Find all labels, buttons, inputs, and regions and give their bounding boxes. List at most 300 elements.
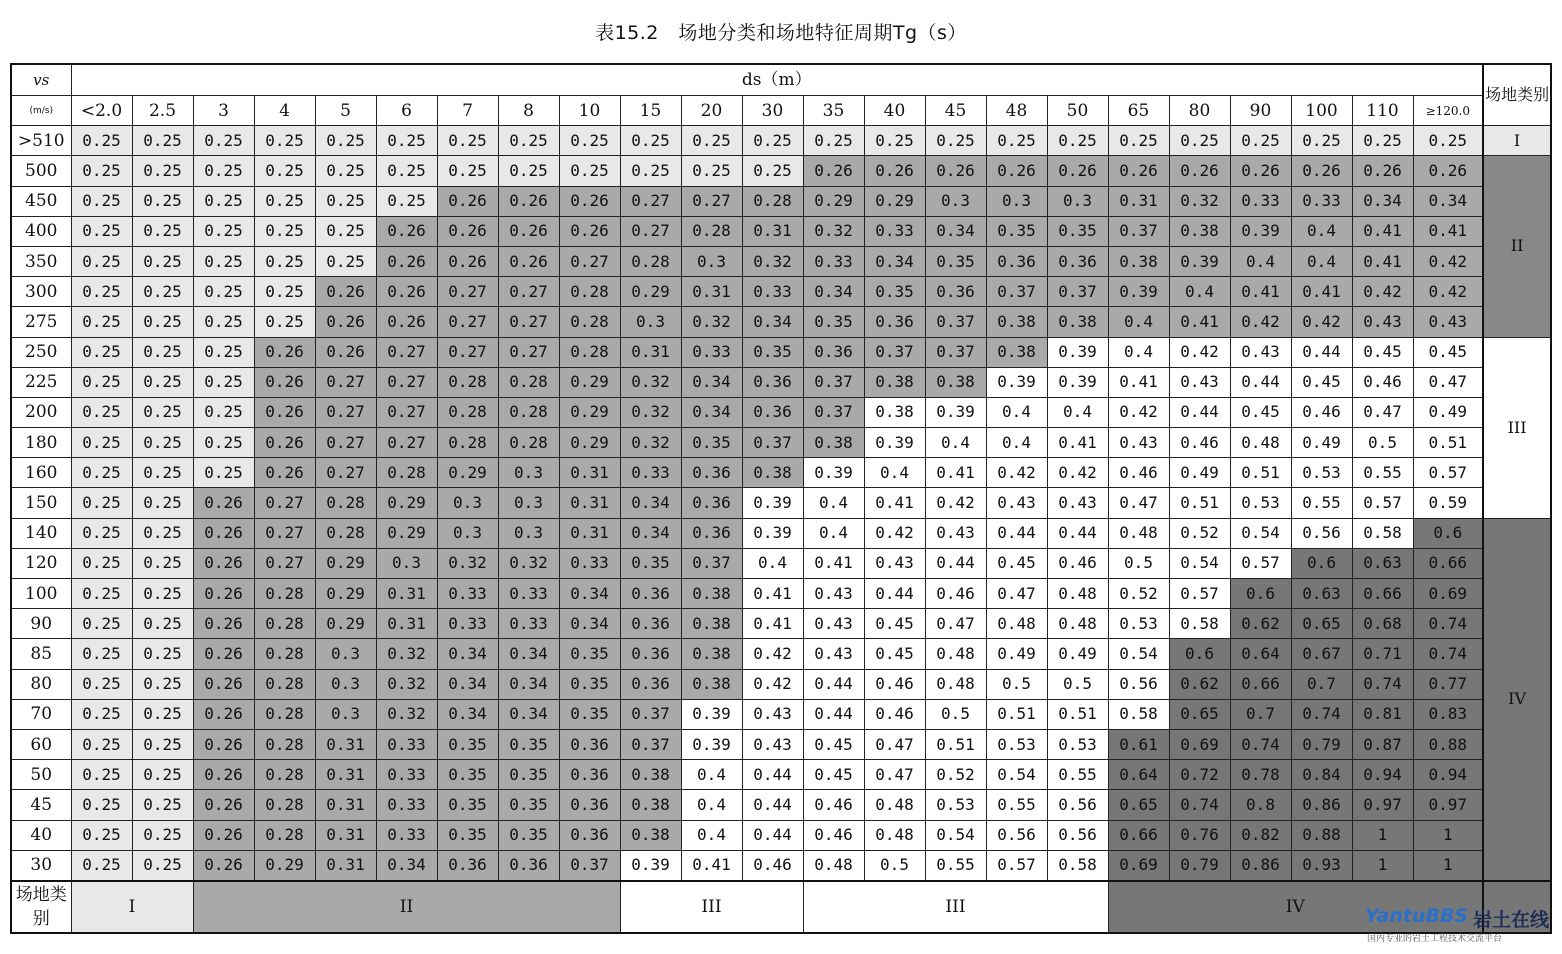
period-cell: 0.34 bbox=[681, 367, 742, 397]
period-cell: 0.32 bbox=[803, 216, 864, 246]
period-cell: 0.38 bbox=[620, 790, 681, 820]
period-cell: 0.25 bbox=[71, 397, 132, 427]
period-cell: 0.3 bbox=[620, 307, 681, 337]
period-cell: 0.47 bbox=[1413, 367, 1483, 397]
period-cell: 0.26 bbox=[498, 186, 559, 216]
period-cell: 0.35 bbox=[559, 639, 620, 669]
period-cell: 0.25 bbox=[742, 156, 803, 186]
period-cell: 0.31 bbox=[559, 488, 620, 518]
period-cell: 0.46 bbox=[864, 699, 925, 729]
period-cell: 0.28 bbox=[498, 397, 559, 427]
period-cell: 0.46 bbox=[1352, 367, 1413, 397]
period-cell: 0.55 bbox=[1352, 458, 1413, 488]
period-cell: 0.26 bbox=[254, 367, 315, 397]
period-cell: 0.94 bbox=[1352, 760, 1413, 790]
period-cell: 0.42 bbox=[925, 488, 986, 518]
period-cell: 0.31 bbox=[742, 216, 803, 246]
period-cell: 0.34 bbox=[437, 699, 498, 729]
period-cell: 0.56 bbox=[1291, 518, 1352, 548]
table-row bbox=[11, 428, 1551, 458]
period-cell: 0.37 bbox=[742, 428, 803, 458]
period-cell: 0.56 bbox=[1047, 820, 1108, 850]
period-cell: 0.25 bbox=[437, 156, 498, 186]
period-cell: 0.33 bbox=[376, 760, 437, 790]
depth-header-cell: 48 bbox=[986, 96, 1047, 126]
period-cell: 0.62 bbox=[1230, 609, 1291, 639]
period-cell: 0.34 bbox=[681, 397, 742, 427]
table-row bbox=[11, 337, 1551, 367]
period-cell: 0.25 bbox=[71, 790, 132, 820]
period-cell: 0.82 bbox=[1230, 820, 1291, 850]
period-cell: 0.25 bbox=[254, 277, 315, 307]
period-cell: 0.28 bbox=[254, 820, 315, 850]
footer-category-segment: IV bbox=[1108, 881, 1483, 933]
period-cell: 0.26 bbox=[1413, 156, 1483, 186]
period-cell: 0.25 bbox=[71, 216, 132, 246]
depth-header-cell: 20 bbox=[681, 96, 742, 126]
period-cell: 0.27 bbox=[376, 337, 437, 367]
period-cell: 0.31 bbox=[559, 518, 620, 548]
vs-value: 250 bbox=[11, 337, 71, 367]
period-cell: 1 bbox=[1352, 820, 1413, 850]
period-cell: 0.46 bbox=[864, 669, 925, 699]
vs-value: 85 bbox=[11, 639, 71, 669]
period-cell: 0.31 bbox=[376, 579, 437, 609]
period-cell: 0.27 bbox=[376, 428, 437, 458]
depth-header-cell: 2.5 bbox=[132, 96, 193, 126]
period-cell: 0.53 bbox=[1230, 488, 1291, 518]
period-cell: 0.25 bbox=[620, 126, 681, 156]
period-cell: 0.38 bbox=[681, 609, 742, 639]
period-cell: 0.41 bbox=[1047, 428, 1108, 458]
site-category-cell: IV bbox=[1483, 518, 1551, 881]
period-cell: 0.4 bbox=[1108, 337, 1169, 367]
period-cell: 0.25 bbox=[986, 126, 1047, 156]
period-cell: 0.32 bbox=[376, 639, 437, 669]
period-cell: 0.28 bbox=[559, 277, 620, 307]
period-cell: 0.93 bbox=[1291, 850, 1352, 881]
period-cell: 0.28 bbox=[254, 729, 315, 759]
period-cell: 0.33 bbox=[437, 579, 498, 609]
period-cell: 0.25 bbox=[71, 820, 132, 850]
period-cell: 0.28 bbox=[742, 186, 803, 216]
period-cell: 0.53 bbox=[1291, 458, 1352, 488]
period-cell: 0.32 bbox=[1169, 186, 1230, 216]
period-cell: 0.46 bbox=[1047, 548, 1108, 578]
period-cell: 0.44 bbox=[742, 820, 803, 850]
period-cell: 0.37 bbox=[803, 397, 864, 427]
footer-category-segment: III bbox=[620, 881, 803, 933]
period-cell: 0.83 bbox=[1413, 699, 1483, 729]
period-cell: 0.26 bbox=[193, 639, 254, 669]
period-cell: 0.54 bbox=[925, 820, 986, 850]
period-cell: 0.47 bbox=[986, 579, 1047, 609]
period-cell: 0.42 bbox=[1047, 458, 1108, 488]
period-cell: 0.74 bbox=[1169, 790, 1230, 820]
period-cell: 0.26 bbox=[376, 277, 437, 307]
period-cell: 0.33 bbox=[559, 548, 620, 578]
period-cell: 0.54 bbox=[1230, 518, 1291, 548]
period-cell: 0.25 bbox=[71, 156, 132, 186]
table-row bbox=[11, 850, 1551, 881]
depth-header-cell: 8 bbox=[498, 96, 559, 126]
depth-header-cell: 3 bbox=[193, 96, 254, 126]
period-cell: 0.31 bbox=[315, 850, 376, 881]
depth-header-cell: 40 bbox=[864, 96, 925, 126]
period-cell: 0.25 bbox=[193, 186, 254, 216]
period-cell: 0.4 bbox=[1047, 397, 1108, 427]
period-cell: 0.33 bbox=[742, 277, 803, 307]
period-cell: 0.25 bbox=[193, 156, 254, 186]
vs-value: 70 bbox=[11, 699, 71, 729]
period-cell: 0.46 bbox=[1108, 458, 1169, 488]
period-cell: 0.28 bbox=[376, 458, 437, 488]
period-cell: 0.25 bbox=[132, 579, 193, 609]
period-cell: 0.25 bbox=[1169, 126, 1230, 156]
period-cell: 0.36 bbox=[742, 367, 803, 397]
table-row bbox=[11, 458, 1551, 488]
vs-value: 350 bbox=[11, 246, 71, 276]
period-cell: 0.26 bbox=[254, 337, 315, 367]
period-cell: 0.25 bbox=[742, 126, 803, 156]
period-cell: 0.56 bbox=[986, 820, 1047, 850]
period-cell: 0.38 bbox=[986, 337, 1047, 367]
period-cell: 0.35 bbox=[803, 307, 864, 337]
period-cell: 0.33 bbox=[803, 246, 864, 276]
period-cell: 0.94 bbox=[1413, 760, 1483, 790]
period-cell: 0.25 bbox=[193, 367, 254, 397]
depth-header-cell: 5 bbox=[315, 96, 376, 126]
period-cell: 0.34 bbox=[1413, 186, 1483, 216]
period-cell: 0.41 bbox=[1108, 367, 1169, 397]
period-cell: 0.25 bbox=[681, 156, 742, 186]
period-cell: 0.34 bbox=[803, 277, 864, 307]
period-cell: 0.47 bbox=[864, 760, 925, 790]
period-cell: 0.4 bbox=[1108, 307, 1169, 337]
period-cell: 0.27 bbox=[315, 367, 376, 397]
footer-category-segment: III bbox=[803, 881, 1108, 933]
period-cell: 0.33 bbox=[376, 729, 437, 759]
table-row bbox=[11, 277, 1551, 307]
period-cell: 0.69 bbox=[1108, 850, 1169, 881]
period-cell: 0.25 bbox=[193, 216, 254, 246]
vs-unit: (m/s) bbox=[11, 96, 71, 126]
period-cell: 0.29 bbox=[559, 397, 620, 427]
period-cell: 0.45 bbox=[864, 609, 925, 639]
period-cell: 0.35 bbox=[864, 277, 925, 307]
period-cell: 0.25 bbox=[132, 428, 193, 458]
period-cell: 0.25 bbox=[71, 669, 132, 699]
period-cell: 0.25 bbox=[132, 397, 193, 427]
period-cell: 0.5 bbox=[1352, 428, 1413, 458]
table-row bbox=[11, 307, 1551, 337]
period-cell: 0.6 bbox=[1413, 518, 1483, 548]
period-cell: 0.25 bbox=[71, 458, 132, 488]
period-cell: 0.27 bbox=[315, 428, 376, 458]
period-cell: 0.34 bbox=[559, 579, 620, 609]
period-cell: 0.27 bbox=[376, 397, 437, 427]
period-cell: 0.41 bbox=[742, 579, 803, 609]
period-cell: 0.45 bbox=[1352, 337, 1413, 367]
period-cell: 0.29 bbox=[864, 186, 925, 216]
period-cell: 0.46 bbox=[803, 790, 864, 820]
period-cell: 0.5 bbox=[1108, 548, 1169, 578]
period-cell: 0.3 bbox=[315, 699, 376, 729]
period-cell: 0.38 bbox=[742, 458, 803, 488]
period-cell: 0.68 bbox=[1352, 609, 1413, 639]
period-cell: 0.34 bbox=[620, 488, 681, 518]
period-cell: 0.29 bbox=[315, 579, 376, 609]
period-cell: 0.26 bbox=[498, 246, 559, 276]
period-cell: 0.25 bbox=[71, 850, 132, 881]
period-cell: 0.25 bbox=[71, 760, 132, 790]
vs-value: 160 bbox=[11, 458, 71, 488]
period-cell: 0.39 bbox=[620, 850, 681, 881]
period-cell: 0.26 bbox=[559, 186, 620, 216]
period-cell: 0.26 bbox=[193, 729, 254, 759]
period-cell: 0.52 bbox=[925, 760, 986, 790]
period-cell: 0.26 bbox=[498, 216, 559, 246]
period-cell: 0.3 bbox=[681, 246, 742, 276]
period-cell: 0.4 bbox=[1230, 246, 1291, 276]
period-cell: 0.26 bbox=[1047, 156, 1108, 186]
period-cell: 0.97 bbox=[1352, 790, 1413, 820]
period-cell: 0.41 bbox=[864, 488, 925, 518]
table-row bbox=[11, 639, 1551, 669]
period-cell: 0.26 bbox=[193, 820, 254, 850]
period-cell: 0.25 bbox=[132, 126, 193, 156]
period-cell: 0.45 bbox=[803, 729, 864, 759]
period-cell: 0.34 bbox=[437, 669, 498, 699]
period-cell: 0.4 bbox=[1291, 246, 1352, 276]
period-cell: 0.38 bbox=[681, 639, 742, 669]
period-cell: 0.74 bbox=[1291, 699, 1352, 729]
period-cell: 0.63 bbox=[1291, 579, 1352, 609]
period-cell: 0.36 bbox=[803, 337, 864, 367]
period-cell: 0.25 bbox=[71, 609, 132, 639]
period-cell: 0.52 bbox=[1169, 518, 1230, 548]
period-cell: 0.27 bbox=[437, 307, 498, 337]
period-cell: 0.29 bbox=[376, 518, 437, 548]
period-cell: 0.54 bbox=[986, 760, 1047, 790]
period-cell: 0.25 bbox=[71, 729, 132, 759]
period-cell: 0.5 bbox=[986, 669, 1047, 699]
depth-header-cell: 65 bbox=[1108, 96, 1169, 126]
period-cell: 0.45 bbox=[803, 760, 864, 790]
table-row bbox=[11, 367, 1551, 397]
period-cell: 0.81 bbox=[1352, 699, 1413, 729]
period-cell: 0.36 bbox=[681, 458, 742, 488]
period-cell: 0.74 bbox=[1413, 609, 1483, 639]
footer-row bbox=[11, 881, 1551, 933]
period-cell: 0.71 bbox=[1352, 639, 1413, 669]
site-category-cell: II bbox=[1483, 156, 1551, 337]
period-cell: 0.43 bbox=[803, 579, 864, 609]
period-cell: 0.31 bbox=[559, 458, 620, 488]
period-cell: 0.26 bbox=[193, 699, 254, 729]
period-cell: 0.3 bbox=[925, 186, 986, 216]
period-cell: 0.43 bbox=[803, 639, 864, 669]
depth-header-cell: 30 bbox=[742, 96, 803, 126]
period-cell: 0.27 bbox=[254, 548, 315, 578]
depth-header-row bbox=[11, 96, 1551, 126]
period-cell: 0.38 bbox=[681, 579, 742, 609]
period-cell: 0.41 bbox=[1169, 307, 1230, 337]
period-cell: 0.52 bbox=[1108, 579, 1169, 609]
period-cell: 0.41 bbox=[1352, 246, 1413, 276]
period-cell: 0.26 bbox=[376, 216, 437, 246]
period-cell: 0.44 bbox=[1169, 397, 1230, 427]
period-cell: 0.38 bbox=[620, 820, 681, 850]
footer-category-label: 场地类别 bbox=[11, 881, 71, 933]
period-cell: 0.36 bbox=[437, 850, 498, 881]
period-cell: 0.31 bbox=[681, 277, 742, 307]
period-cell: 0.3 bbox=[498, 518, 559, 548]
period-cell: 0.26 bbox=[193, 488, 254, 518]
period-cell: 0.46 bbox=[925, 579, 986, 609]
period-cell: 0.28 bbox=[254, 579, 315, 609]
vs-value: 80 bbox=[11, 669, 71, 699]
vs-header: vs bbox=[11, 64, 71, 96]
period-cell: 0.35 bbox=[986, 216, 1047, 246]
period-cell: 0.25 bbox=[71, 126, 132, 156]
period-cell: 0.25 bbox=[254, 246, 315, 276]
period-cell: 0.41 bbox=[1352, 216, 1413, 246]
table-row bbox=[11, 397, 1551, 427]
vs-value: 200 bbox=[11, 397, 71, 427]
period-cell: 0.26 bbox=[1169, 156, 1230, 186]
period-cell: 0.25 bbox=[132, 639, 193, 669]
period-cell: 0.44 bbox=[1230, 367, 1291, 397]
period-cell: 0.27 bbox=[681, 186, 742, 216]
period-cell: 0.25 bbox=[71, 548, 132, 578]
period-cell: 0.37 bbox=[559, 850, 620, 881]
period-cell: 0.27 bbox=[315, 397, 376, 427]
period-cell: 0.32 bbox=[620, 428, 681, 458]
period-cell: 0.29 bbox=[315, 609, 376, 639]
period-cell: 0.41 bbox=[1230, 277, 1291, 307]
period-cell: 0.63 bbox=[1352, 548, 1413, 578]
period-cell: 0.28 bbox=[315, 518, 376, 548]
period-cell: 0.33 bbox=[498, 579, 559, 609]
period-cell: 0.64 bbox=[1108, 760, 1169, 790]
period-cell: 0.5 bbox=[864, 850, 925, 881]
period-cell: 0.37 bbox=[1047, 277, 1108, 307]
period-cell: 0.33 bbox=[620, 458, 681, 488]
period-cell: 0.35 bbox=[559, 669, 620, 699]
period-cell: 0.38 bbox=[620, 760, 681, 790]
period-cell: 0.45 bbox=[986, 548, 1047, 578]
period-cell: 0.27 bbox=[437, 337, 498, 367]
period-cell: 0.25 bbox=[71, 699, 132, 729]
period-cell: 0.35 bbox=[437, 790, 498, 820]
period-cell: 0.35 bbox=[681, 428, 742, 458]
period-cell: 1 bbox=[1352, 850, 1413, 881]
period-cell: 0.36 bbox=[681, 518, 742, 548]
period-cell: 0.35 bbox=[498, 790, 559, 820]
period-cell: 0.35 bbox=[1047, 216, 1108, 246]
period-cell: 0.36 bbox=[559, 820, 620, 850]
period-cell: 0.44 bbox=[925, 548, 986, 578]
period-cell: 0.4 bbox=[1169, 277, 1230, 307]
period-cell: 0.25 bbox=[132, 488, 193, 518]
period-cell: 0.64 bbox=[1230, 639, 1291, 669]
period-cell: 0.25 bbox=[132, 669, 193, 699]
period-cell: 0.39 bbox=[986, 367, 1047, 397]
table-row bbox=[11, 820, 1551, 850]
period-cell: 0.36 bbox=[620, 639, 681, 669]
period-cell: 0.39 bbox=[1047, 337, 1108, 367]
period-cell: 0.53 bbox=[1108, 609, 1169, 639]
period-cell: 0.47 bbox=[1352, 397, 1413, 427]
period-cell: 0.27 bbox=[620, 186, 681, 216]
period-cell: 0.38 bbox=[1047, 307, 1108, 337]
period-cell: 0.36 bbox=[742, 397, 803, 427]
depth-header-cell: 10 bbox=[559, 96, 620, 126]
vs-value: 450 bbox=[11, 186, 71, 216]
period-cell: 0.25 bbox=[132, 458, 193, 488]
period-cell: 0.25 bbox=[132, 760, 193, 790]
period-cell: 0.38 bbox=[1108, 246, 1169, 276]
period-cell: 0.34 bbox=[925, 216, 986, 246]
period-cell: 0.48 bbox=[864, 820, 925, 850]
period-cell: 0.25 bbox=[315, 186, 376, 216]
period-cell: 0.26 bbox=[376, 246, 437, 276]
period-cell: 0.4 bbox=[742, 548, 803, 578]
period-cell: 0.88 bbox=[1413, 729, 1483, 759]
site-category-cell: III bbox=[1483, 337, 1551, 518]
period-cell: 0.41 bbox=[925, 458, 986, 488]
period-cell: 0.31 bbox=[315, 760, 376, 790]
period-cell: 0.25 bbox=[864, 126, 925, 156]
period-cell: 0.4 bbox=[864, 458, 925, 488]
period-cell: 0.3 bbox=[498, 488, 559, 518]
vs-value: 30 bbox=[11, 850, 71, 881]
period-cell: 0.34 bbox=[742, 307, 803, 337]
period-cell: 0.25 bbox=[71, 337, 132, 367]
period-cell: 0.46 bbox=[1291, 397, 1352, 427]
period-cell: 0.3 bbox=[315, 669, 376, 699]
period-cell: 0.4 bbox=[803, 488, 864, 518]
period-cell: 0.36 bbox=[620, 609, 681, 639]
period-cell: 0.43 bbox=[1169, 367, 1230, 397]
period-cell: 0.26 bbox=[254, 397, 315, 427]
period-cell: 0.45 bbox=[1230, 397, 1291, 427]
period-cell: 0.28 bbox=[254, 609, 315, 639]
period-cell: 0.57 bbox=[1413, 458, 1483, 488]
period-cell: 0.51 bbox=[1169, 488, 1230, 518]
period-cell: 0.25 bbox=[315, 216, 376, 246]
period-cell: 0.5 bbox=[925, 699, 986, 729]
period-cell: 0.28 bbox=[498, 428, 559, 458]
period-cell: 0.39 bbox=[1108, 277, 1169, 307]
period-cell: 0.26 bbox=[315, 307, 376, 337]
period-cell: 0.25 bbox=[193, 397, 254, 427]
table-row bbox=[11, 609, 1551, 639]
period-cell: 0.7 bbox=[1291, 669, 1352, 699]
period-cell: 0.7 bbox=[1230, 699, 1291, 729]
period-cell: 0.26 bbox=[437, 246, 498, 276]
period-cell: 0.25 bbox=[498, 156, 559, 186]
period-cell: 0.25 bbox=[193, 458, 254, 488]
period-cell: 0.48 bbox=[864, 790, 925, 820]
depth-header-cell: ≥120.0 bbox=[1413, 96, 1483, 126]
period-cell: 0.29 bbox=[620, 277, 681, 307]
period-cell: 0.39 bbox=[925, 397, 986, 427]
period-cell: 0.44 bbox=[803, 669, 864, 699]
period-cell: 0.27 bbox=[376, 367, 437, 397]
period-cell: 0.37 bbox=[1108, 216, 1169, 246]
